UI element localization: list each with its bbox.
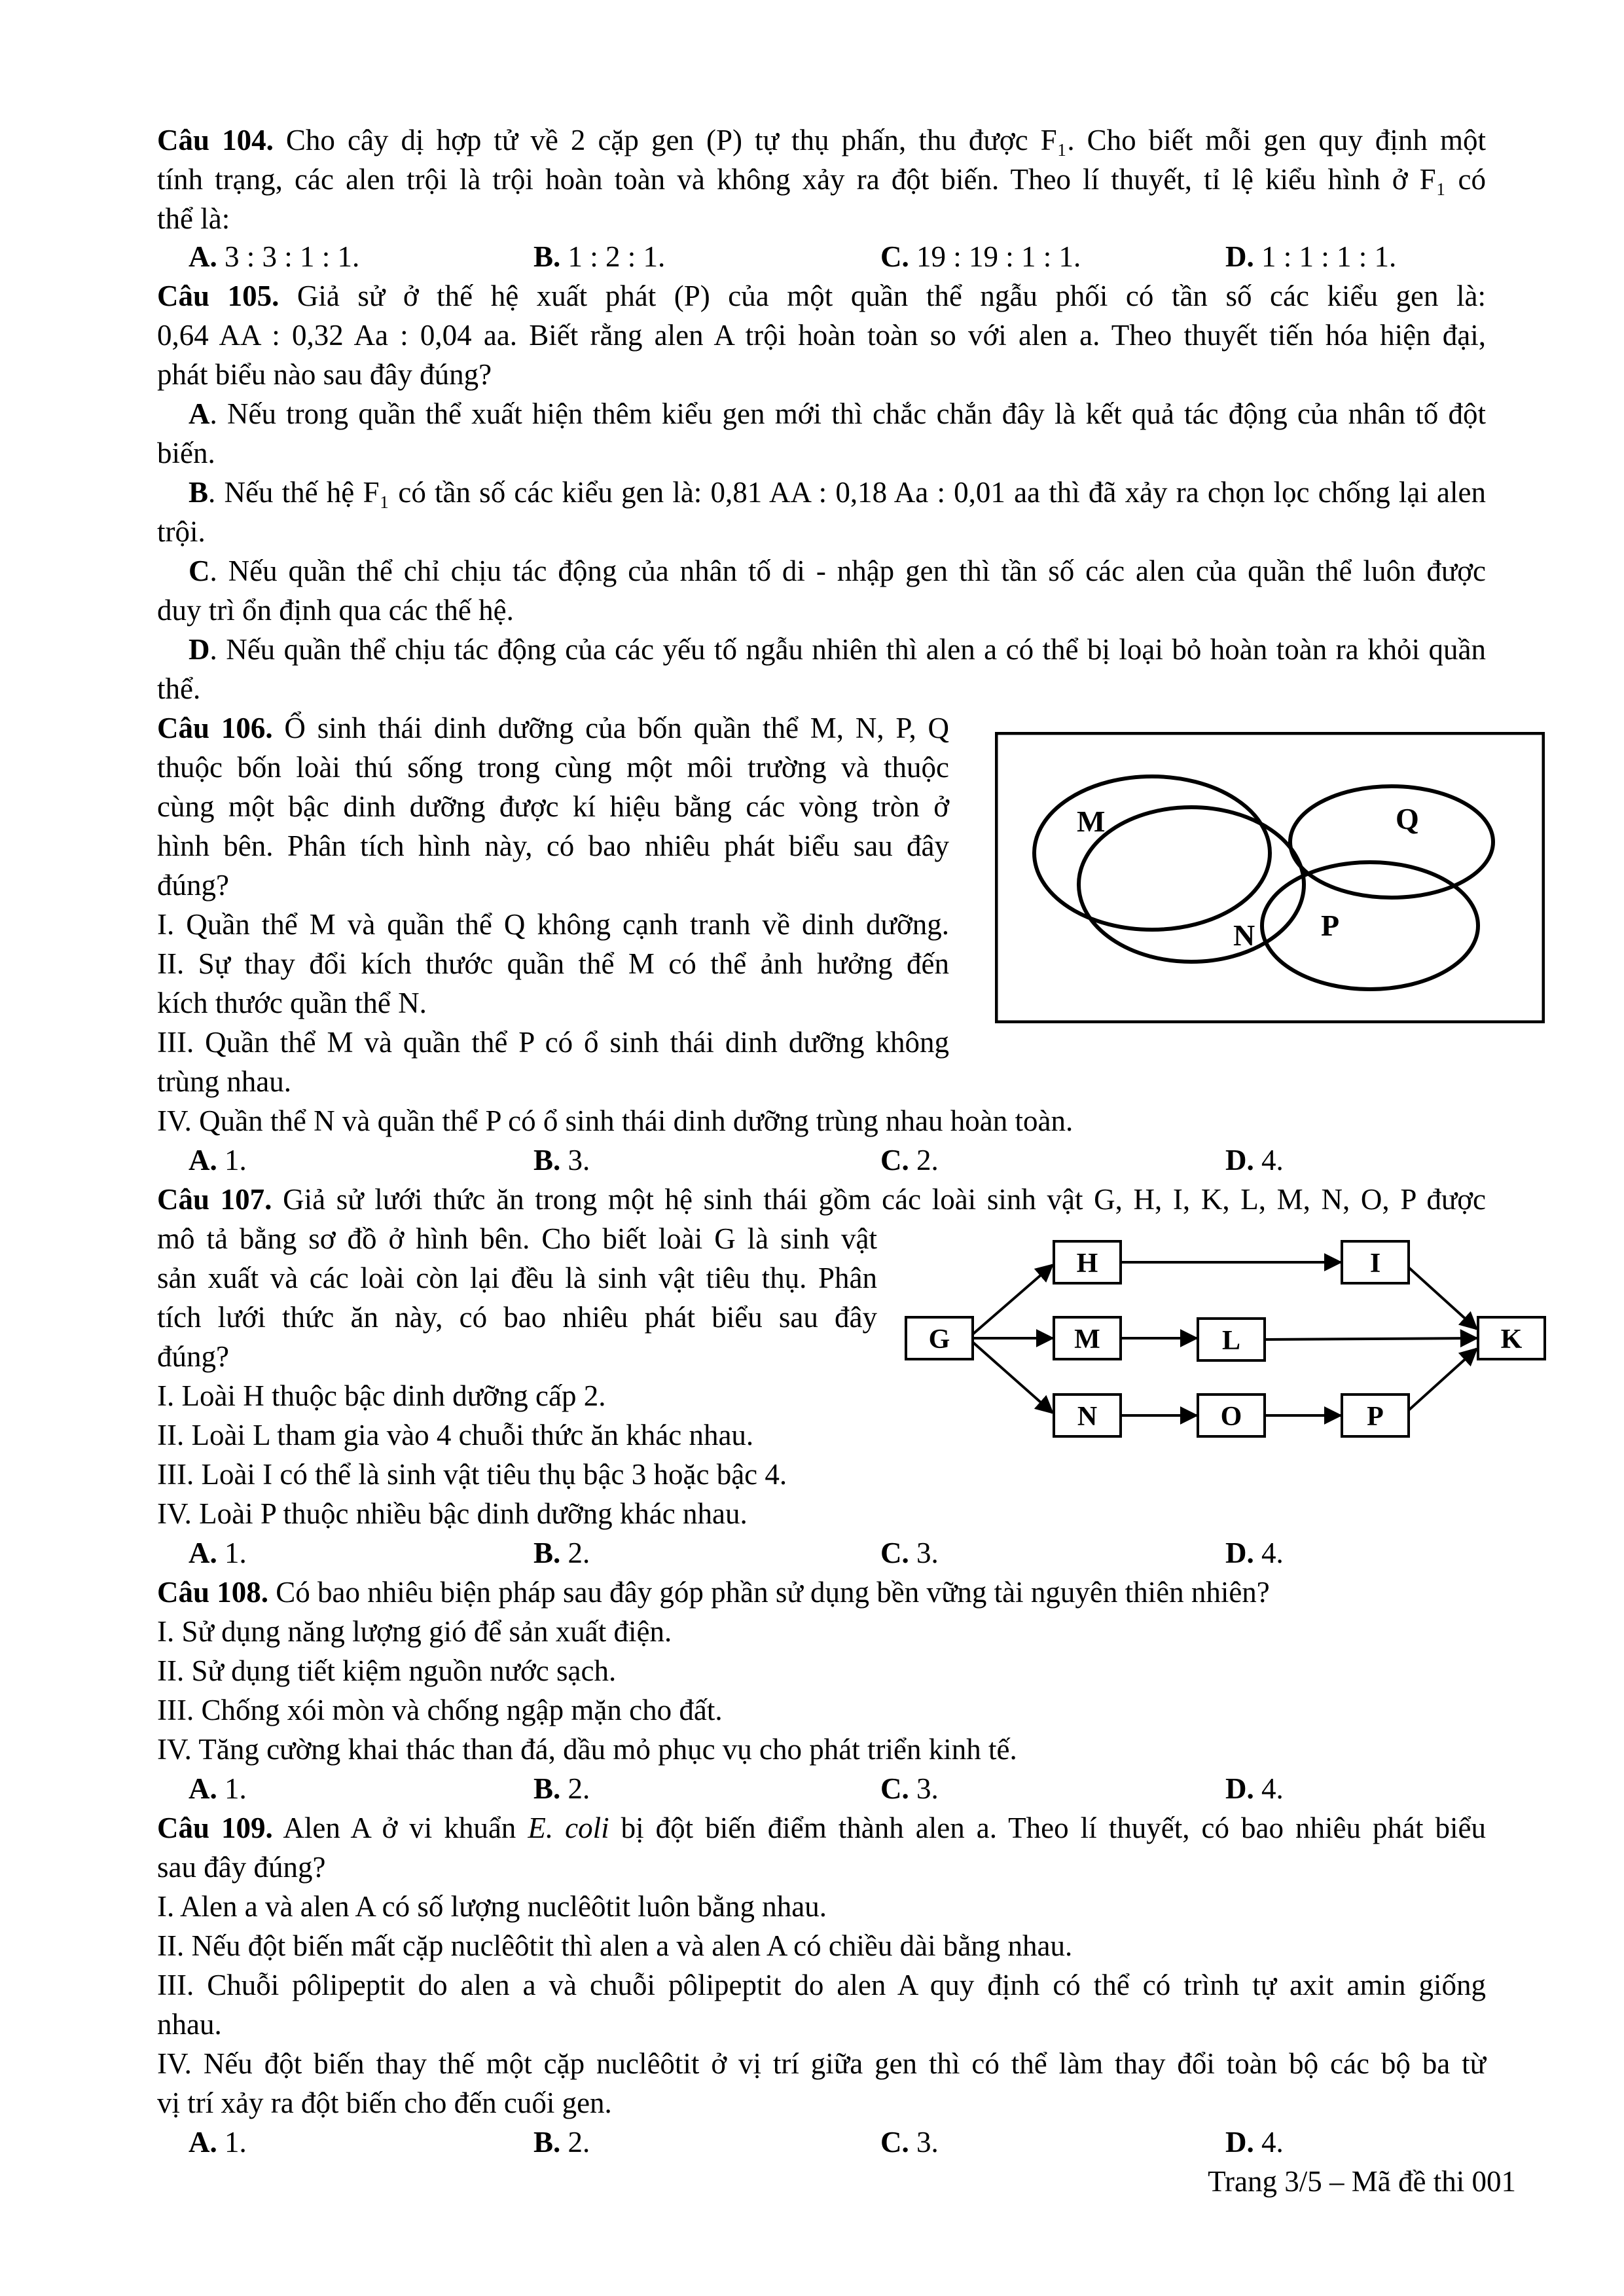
niche-overlap-figure [995,732,1545,1023]
q104-line-3: thể là: [157,202,230,235]
q106-option-d[interactable]: D. 4. [1225,1144,1284,1176]
q106-statement-4: IV. Quần thể N và quần thể P có ổ sinh thái dinh dưỡng trùng nhau hoàn toàn. [157,1104,1074,1137]
q107-line-5: đúng? [157,1340,229,1373]
q109-statement-2: II. Nếu đột biến mất cặp nuclêôtit thì alen a và alen A có chiều dài bằng nhau. [157,1929,1073,1962]
q105-choice-a[interactable]: A. Nếu trong quần thể xuất hiện thêm kiểu gen mới thì chắc chắn đây là kết quả tác động của nhân tố đột [189,397,1486,430]
niche-circle-m [1034,776,1270,930]
page-footer: Trang 3/5 – Mã đề thi 001 [1208,2165,1516,2198]
q107-option-c[interactable]: C. 3. [880,1537,939,1569]
node-o: O [1220,1402,1242,1432]
q106-label: Câu 106. [157,712,273,744]
q105-choice-d-cont: thể. [157,672,201,705]
label-p: P [1321,909,1340,942]
node-h: H [1076,1248,1098,1279]
q109-statement-3: III. Chuỗi pôlipeptit do alen a và chuỗi pôlipeptit do alen A quy định có thể có trình tự axit amin giống [157,1969,1486,2001]
q104-option-d[interactable]: D. 1 : 1 : 1 : 1. [1225,240,1397,273]
q106-line-4: hình bên. Phân tích hình này, có bao nhiêu phát biểu sau đây [157,829,949,862]
label-q: Q [1396,802,1419,835]
q108-label: Câu 108. [157,1576,269,1609]
q109-statement-4: IV. Nếu đột biến thay thế một cặp nuclêôtit ở vị trí giữa gen thì có thể làm thay đổi toàn bộ các bộ ba từ [157,2047,1486,2080]
node-i: I [1369,1248,1381,1279]
q108-statement-1: I. Sử dụng năng lượng gió để sản xuất điện. [157,1615,672,1648]
q105-choice-c[interactable]: C. Nếu quần thể chỉ chịu tác động của nhân tố di - nhập gen thì tần số các alen của quần thể luôn được [189,555,1486,587]
q108-option-a[interactable]: A. 1. [189,1772,247,1805]
q106-option-c[interactable]: C. 2. [880,1144,939,1176]
q109-option-c[interactable]: C. 3. [880,2126,939,2159]
q108-line-1: Câu 108. Có bao nhiêu biện pháp sau đây góp phần sử dụng bền vững tài nguyên thiên nhiên? [157,1576,1270,1609]
q108-statement-4: IV. Tăng cường khai thác than đá, dầu mỏ phục vụ cho phát triển kinh tế. [157,1733,1017,1766]
q104-option-c[interactable]: C. 19 : 19 : 1 : 1. [880,240,1081,273]
q108-option-c[interactable]: C. 3. [880,1772,939,1805]
q105-line-1: Câu 105. Giả sử ở thế hệ xuất phát (P) của một quần thể ngẫu phối có tần số các kiểu gen là: [157,280,1486,312]
q106-line-2: thuộc bốn loài thú sống trong cùng một môi trường và thuộc [157,751,949,784]
arrow-l-k [1265,1338,1477,1339]
node-n: N [1077,1402,1098,1432]
node-k: K [1500,1324,1523,1355]
q104-option-b[interactable]: B. 1 : 2 : 1. [533,240,666,273]
q105-label: Câu 105. [157,280,280,312]
niche-circle-n [1079,807,1304,962]
q107-line-4: tích lưới thức ăn này, có bao nhiêu phát biểu sau đây [157,1301,877,1334]
q106-option-a[interactable]: A. 1. [189,1144,247,1176]
node-g: G [928,1324,950,1355]
arrow-g-h [973,1265,1053,1334]
q106-line-5: đúng? [157,869,229,902]
q105-line-3: phát biểu nào sau đây đúng? [157,358,492,391]
label-m: M [1077,805,1106,838]
node-m: M [1074,1324,1100,1355]
q106-option-b[interactable]: B. 3. [533,1144,590,1176]
q109-line-2: sau đây đúng? [157,1851,326,1884]
q104-option-a[interactable]: A. 3 : 3 : 1 : 1. [189,240,360,273]
q106-line-3: cùng một bậc dinh dưỡng được kí hiệu bằng các vòng tròn ở [157,790,949,823]
q105-choice-c-cont: duy trì ổn định qua các thế hệ. [157,594,514,627]
arrow-g-n [973,1342,1053,1413]
q104-line-2: tính trạng, các alen trội là trội hoàn toàn và không xảy ra đột biến. Theo lí thuyết, tỉ lệ kiểu hình ở F₁ có [157,163,1486,196]
node-p: P [1367,1402,1384,1432]
q107-statement-4: IV. Loài P thuộc nhiều bậc dinh dưỡng khác nhau. [157,1497,748,1530]
q107-statement-1: I. Loài H thuộc bậc dinh dưỡng cấp 2. [157,1379,606,1412]
q107-statement-2: II. Loài L tham gia vào 4 chuỗi thức ăn khác nhau. [157,1419,754,1451]
niche-circle-q [1290,786,1493,898]
q106-statement-3: III. Quần thể M và quần thể P có ổ sinh thái dinh dưỡng không [157,1026,949,1059]
q108-statement-2: II. Sử dụng tiết kiệm nguồn nước sạch. [157,1654,617,1687]
q107-line-3: sản xuất và các loài còn lại đều là sinh vật tiêu thụ. Phân [157,1262,877,1294]
arrow-p-k [1409,1349,1477,1410]
q106-statement-2-cont: kích thước quần thể N. [157,987,427,1019]
q106-statement-1: I. Quần thể M và quần thể Q không cạnh tranh về dinh dưỡng. [157,908,949,941]
q107-statement-3: III. Loài I có thể là sinh vật tiêu thụ bậc 3 hoặc bậc 4. [157,1458,787,1491]
q109-statement-1: I. Alen a và alen A có số lượng nuclêôtit luôn bằng nhau. [157,1890,827,1923]
q106-statement-3-cont: trùng nhau. [157,1065,291,1098]
q107-option-a[interactable]: A. 1. [189,1537,247,1569]
q109-option-a[interactable]: A. 1. [189,2126,247,2159]
q105-choice-d[interactable]: D. Nếu quần thể chịu tác động của các yếu tố ngẫu nhiên thì alen a có thể bị loại bỏ hoàn toàn ra khỏi quần [189,633,1486,666]
q109-statement-3-cont: nhau. [157,2008,222,2041]
q109-line-1: Câu 109. Alen A ở vi khuẩn E. coli bị đột biến điểm thành alen a. Theo lí thuyết, có bao nhiêu phát biểu [157,1812,1486,1844]
q105-line-2: 0,64 AA : 0,32 Aa : 0,04 aa. Biết rằng alen A trội hoàn toàn so với alen a. Theo thuyết tiến hóa hiện đại, [157,319,1486,352]
node-l: L [1221,1326,1241,1356]
q104-label: Câu 104. [157,124,274,156]
q108-option-b[interactable]: B. 2. [533,1772,590,1805]
q107-option-d[interactable]: D. 4. [1225,1537,1284,1569]
q104-line-1: Câu 104. Cho cây dị hợp tử về 2 cặp gen (P) tự thụ phấn, thu được F₁. Cho biết mỗi gen quy định một [157,124,1487,156]
q105-choice-a-cont: biến. [157,437,215,469]
q105-choice-b-cont: trội. [157,515,206,548]
q107-option-b[interactable]: B. 2. [533,1537,590,1569]
label-n: N [1233,919,1255,952]
q107-line-2: mô tả bằng sơ đồ ở hình bên. Cho biết loài G là sinh vật [157,1222,877,1255]
niche-circle-p [1262,862,1478,989]
q106-line-1: Câu 106. Ổ sinh thái dinh dưỡng của bốn quần thể M, N, P, Q [157,712,949,744]
arrow-i-k [1409,1267,1477,1329]
q108-option-d[interactable]: D. 4. [1225,1772,1284,1805]
q107-line-1: Câu 107. Giả sử lưới thức ăn trong một hệ sinh thái gồm các loài sinh vật G, H, I, K, L, M, N, O, P được [157,1183,1486,1216]
q106-statement-2: II. Sự thay đổi kích thước quần thể M có thể ảnh hưởng đến [157,947,949,980]
q109-option-d[interactable]: D. 4. [1225,2126,1284,2159]
q109-statement-4-cont: vị trí xảy ra đột biến cho đến cuối gen. [157,2086,612,2119]
q107-label: Câu 107. [157,1183,272,1216]
q108-statement-3: III. Chống xói mòn và chống ngập mặn cho đất. [157,1694,723,1726]
q109-label: Câu 109. [157,1812,273,1844]
q105-choice-b[interactable]: B. Nếu thế hệ F₁ có tần số các kiểu gen là: 0,81 AA : 0,18 Aa : 0,01 aa thì đã xảy ra chọn lọc chống lại alen [189,476,1486,509]
q109-option-b[interactable]: B. 2. [533,2126,590,2159]
food-web-figure [903,1231,1548,1453]
